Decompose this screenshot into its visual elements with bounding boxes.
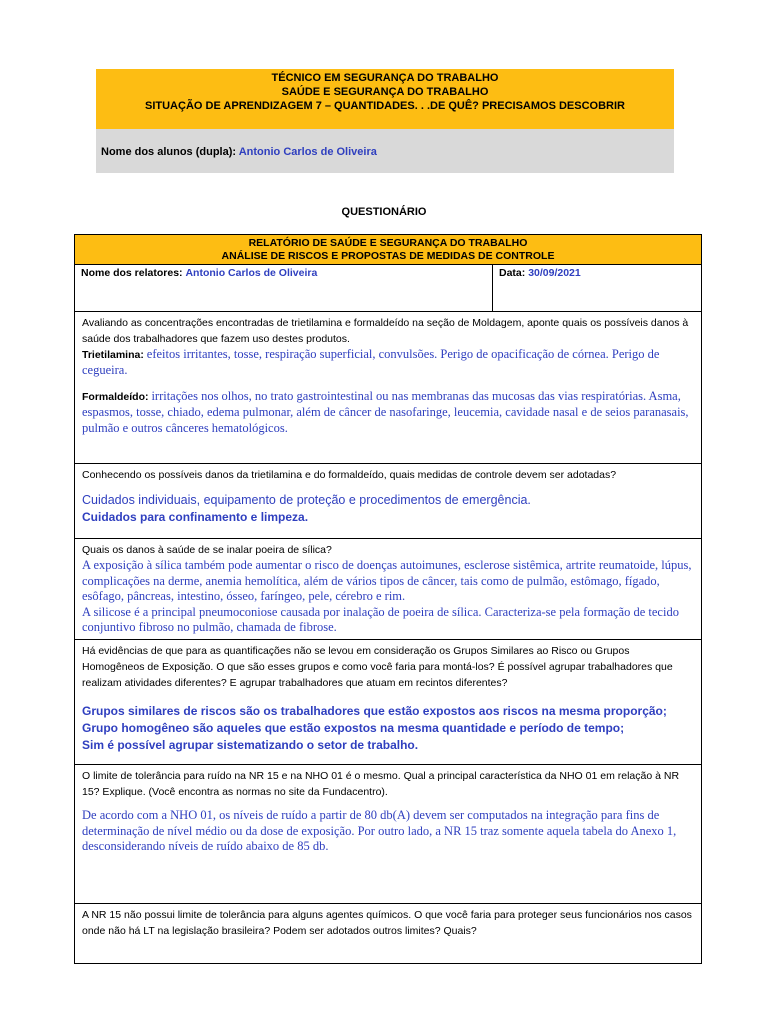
- question-text: A NR 15 não possui limite de tolerância para alguns agentes químicos. O que você faria para proteger seus funcionários nos casos onde não há LT na legislação brasileira? Podem ser adotados outros limites? Quais?: [82, 909, 692, 937]
- answer-text: Grupos similares de riscos são os trabalhadores que estão expostos aos riscos na mesma proporção;: [82, 704, 667, 718]
- question-text: Há evidências de que para as quantificações não se levou em consideração os Grupos Similares ao Risco ou Grupos Homogêneos de Exposição. O que são esses grupos e como você faria para montá-los? É possível agrupar trabalhadores que realizam atividades diferentes? E agrupar trabalhadores que atuam em recintos diferentes?: [82, 645, 673, 689]
- answer-text: Cuidados individuais, equipamento de proteção e procedimentos de emergência.: [82, 493, 531, 507]
- answer-text: De acordo com a NHO 01, os níveis de ruído a partir de 80 db(A) devem ser computados na integração para fins de determinação de nível médio ou da dose de exposição. Por outro lado, a NR 15 traz somente aquela tabela do Anexo 1, desconsiderando níveis de ruído abaixo de 85 db.: [82, 808, 677, 853]
- report-header: [75, 235, 701, 265]
- answer-label: Trietilamina:: [82, 349, 144, 361]
- answer-text: Cuidados para confinamento e limpeza.: [82, 510, 309, 524]
- section-health-damage: [75, 312, 701, 464]
- report-table: [74, 234, 702, 964]
- answer-text: irritações nos olhos, no trato gastrointestinal ou nas membranas das mucosas das vias respiratórias. Asma, espasmos, tosse, chiado, edema pulmonar, além de câncer de nasofaringe, leucemia, cavidade nasal e de seios paranasais, pulmão e outros cânceres hematológicos.: [82, 389, 689, 435]
- subject-title: SAÚDE E SEGURANÇA DO TRABALHO: [281, 86, 489, 98]
- reporters-label: Nome dos relatores:: [81, 267, 183, 279]
- date-cell: [493, 265, 701, 311]
- reporters-value: Antonio Carlos de Oliveira: [185, 267, 318, 279]
- question-text: Avaliando as concentrações encontradas de trietilamina e formaldeído na seção de Moldagem, aponte quais os possíveis danos à saúde dos trabalhadores que fazem uso destes produtos.: [82, 317, 689, 345]
- students-row: [96, 129, 674, 173]
- date-value: 30/09/2021: [528, 267, 581, 279]
- reporters-cell: [75, 265, 493, 311]
- report-subtitle: ANÁLISE DE RISCOS E PROPOSTAS DE MEDIDAS DE CONTROLE: [221, 250, 555, 262]
- answer-text: A exposição à sílica também pode aumentar o risco de doenças autoimunes, esclerose sistêmica, artrite reumatoide, lúpus, complicações na derme, anemia hemolítica, além de vários tipos de câncer, tais como de pulmão, estômago, fígado, esôfago, pâncreas, intestino, ósseo, faríngeo, pele, cérebro e rim.: [82, 558, 692, 603]
- reporters-row: [75, 265, 701, 312]
- students-label: Nome dos alunos (dupla):: [101, 146, 237, 158]
- answer-label: Formaldeído:: [82, 391, 149, 403]
- answer-text: Grupo homogêneo são aqueles que estão expostos na mesma quantidade e período de tempo;: [82, 721, 625, 735]
- section-control-measures: [75, 464, 701, 539]
- question-text: O limite de tolerância para ruído na NR 15 e na NHO 01 é o mesmo. Qual a principal característica da NHO 01 em relação à NR 15? Explique. (Você encontra as normas no site da Fundacentro).: [82, 770, 680, 798]
- question-text: Quais os danos à saúde de se inalar poeira de sílica?: [82, 544, 332, 556]
- situation-title: SITUAÇÃO DE APRENDIZAGEM 7 – QUANTIDADES. . .DE QUÊ? PRECISAMOS DESCOBRIR: [145, 100, 625, 112]
- header-banner: [96, 69, 674, 129]
- header-box: [96, 69, 674, 173]
- section-noise-limit: [75, 765, 701, 904]
- question-text: Conhecendo os possíveis danos da trietilamina e do formaldeído, quais medidas de controle devem ser adotadas?: [82, 469, 617, 481]
- section-silica: [75, 539, 701, 640]
- section-chemical-agents: [75, 904, 701, 942]
- course-title: TÉCNICO EM SEGURANÇA DO TRABALHO: [271, 72, 499, 84]
- questionnaire-title: QUESTIONÁRIO: [341, 206, 427, 218]
- section-exposure-groups: [75, 640, 701, 765]
- report-title: RELATÓRIO DE SAÚDE E SEGURANÇA DO TRABALHO: [248, 237, 528, 249]
- answer-text: efeitos irritantes, tosse, respiração superficial, convulsões. Perigo de opacificação de córnea. Perigo de cegueira.: [82, 347, 660, 377]
- date-label: Data:: [499, 267, 526, 279]
- students-value: Antonio Carlos de Oliveira: [238, 146, 377, 158]
- answer-text: A silicose é a principal pneumoconiose causada por inalação de poeira de sílica. Caracteriza-se pela formação de tecido conjuntivo fibroso no pulmão, chamada de fibrose.: [82, 604, 679, 634]
- answer-text: Sim é possível agrupar sistematizando o setor de trabalho.: [82, 738, 419, 752]
